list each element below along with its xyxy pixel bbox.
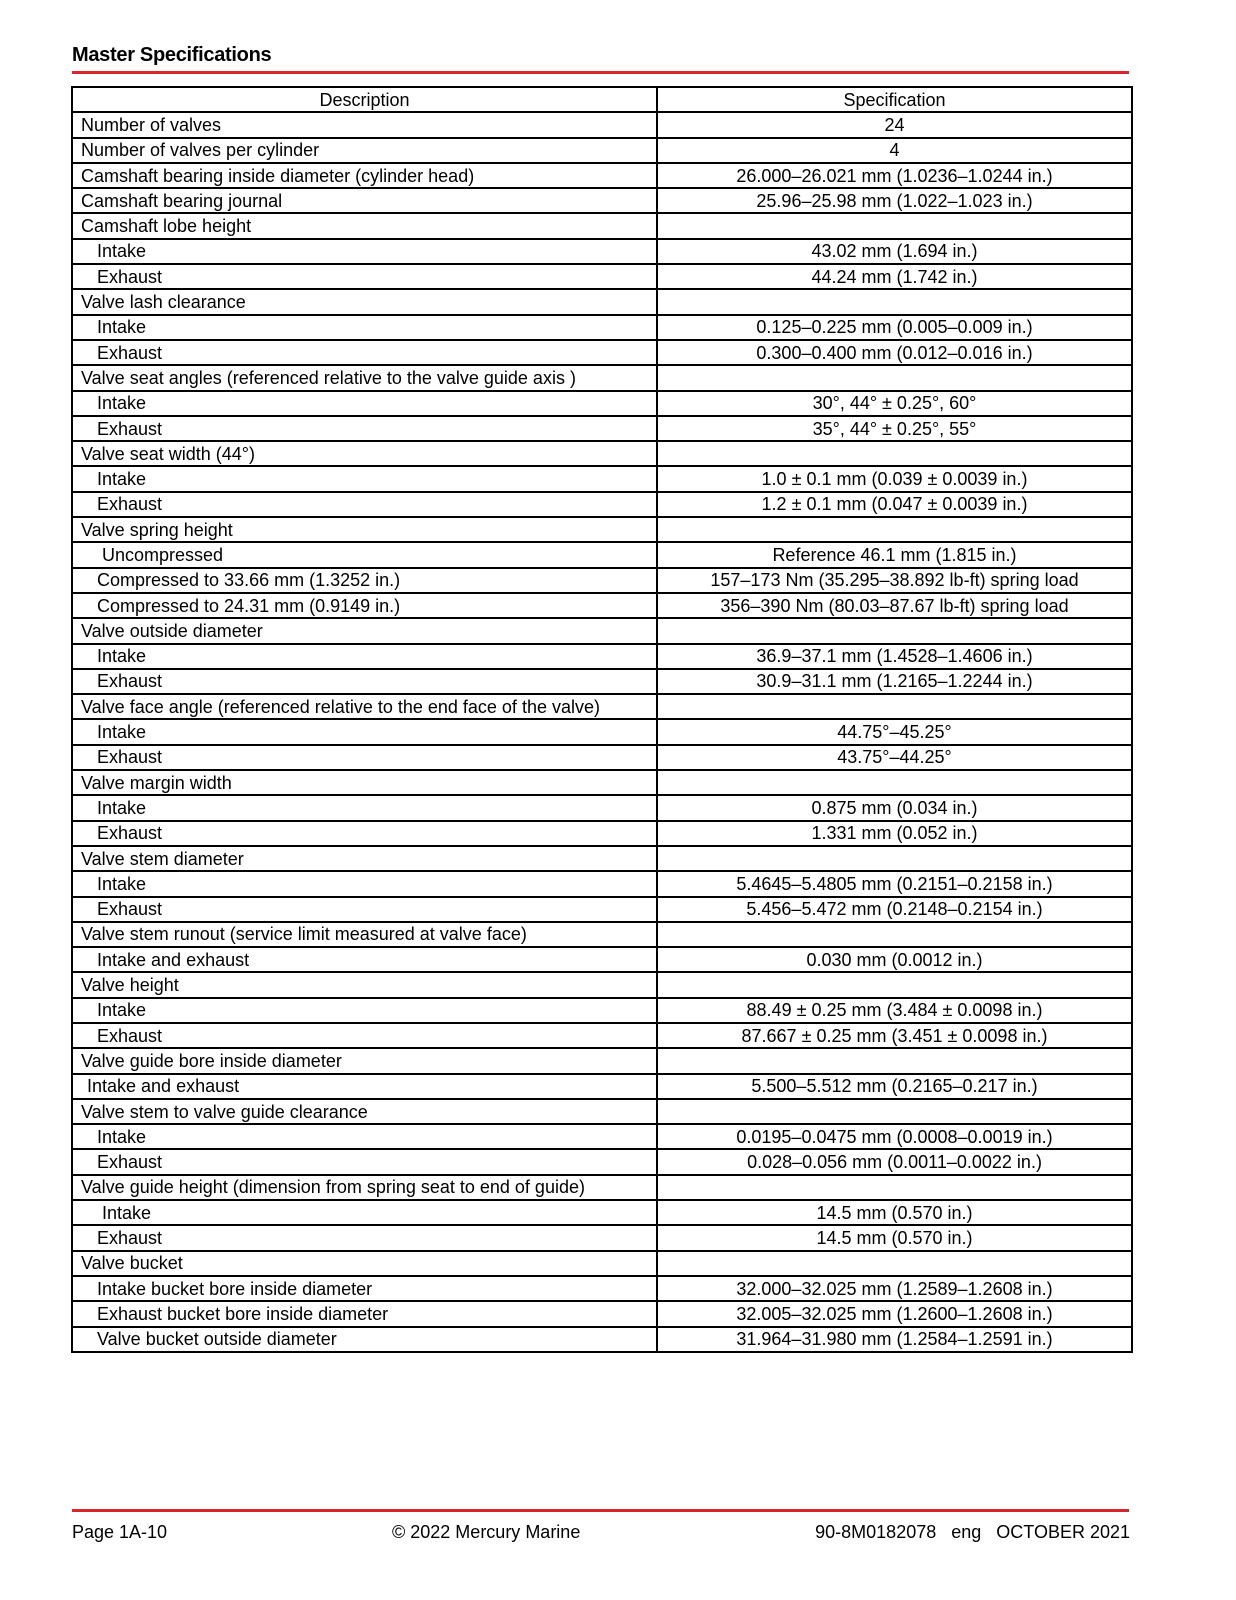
- row-description: Valve bucket: [72, 1251, 657, 1276]
- document-id: 90-8M0182078 eng OCTOBER 2021: [815, 1522, 1130, 1542]
- row-specification: 14.5 mm (0.570 in.): [657, 1200, 1132, 1225]
- row-description: Intake: [72, 1124, 657, 1149]
- row-specification: [657, 846, 1132, 871]
- row-specification: [657, 770, 1132, 795]
- header-rule: [72, 71, 1129, 74]
- column-header-description: Description: [72, 87, 657, 112]
- row-description: Uncompressed: [72, 542, 657, 567]
- row-specification: [657, 441, 1132, 466]
- table-row: [72, 542, 1132, 567]
- table-row: [72, 1074, 1132, 1099]
- table-row: [72, 947, 1132, 972]
- row-specification: 0.028–0.056 mm (0.0011–0.0022 in.): [657, 1149, 1132, 1174]
- row-description: Exhaust: [72, 264, 657, 289]
- row-specification: 87.667 ± 0.25 mm (3.451 ± 0.0098 in.): [657, 1023, 1132, 1048]
- row-specification: 5.500–5.512 mm (0.2165–0.217 in.): [657, 1074, 1132, 1099]
- table-row: [72, 1175, 1132, 1200]
- row-specification: 30°, 44° ± 0.25°, 60°: [657, 391, 1132, 416]
- table-row: [72, 1023, 1132, 1048]
- row-specification: 30.9–31.1 mm (1.2165–1.2244 in.): [657, 669, 1132, 694]
- table-row: [72, 289, 1132, 314]
- row-specification: 14.5 mm (0.570 in.): [657, 1225, 1132, 1250]
- table-row: [72, 466, 1132, 491]
- table-row: [72, 618, 1132, 643]
- footer-rule: [72, 1509, 1129, 1512]
- row-specification: 88.49 ± 0.25 mm (3.484 ± 0.0098 in.): [657, 998, 1132, 1023]
- table-body: [72, 112, 1132, 1352]
- row-description: Valve stem to valve guide clearance: [72, 1099, 657, 1124]
- row-specification: 44.75°–45.25°: [657, 719, 1132, 744]
- row-specification: [657, 289, 1132, 314]
- table-row: [72, 340, 1132, 365]
- row-specification: 0.875 mm (0.034 in.): [657, 795, 1132, 820]
- row-description: Intake: [72, 466, 657, 491]
- table-row: [72, 871, 1132, 896]
- row-description: Valve face angle (referenced relative to the end face of the valve): [72, 694, 657, 719]
- table-row: [72, 669, 1132, 694]
- row-description: Intake: [72, 239, 657, 264]
- row-specification: [657, 213, 1132, 238]
- row-description: Intake: [72, 871, 657, 896]
- table-row: [72, 1251, 1132, 1276]
- row-description: Intake: [72, 719, 657, 744]
- row-specification: 5.456–5.472 mm (0.2148–0.2154 in.): [657, 897, 1132, 922]
- row-specification: 0.125–0.225 mm (0.005–0.009 in.): [657, 315, 1132, 340]
- table-row: [72, 972, 1132, 997]
- row-specification: 0.300–0.400 mm (0.012–0.016 in.): [657, 340, 1132, 365]
- table-row: [72, 922, 1132, 947]
- table-row: [72, 1200, 1132, 1225]
- table-row: [72, 1276, 1132, 1301]
- table-row: [72, 770, 1132, 795]
- row-specification: 32.000–32.025 mm (1.2589–1.2608 in.): [657, 1276, 1132, 1301]
- row-specification: 1.2 ± 0.1 mm (0.047 ± 0.0039 in.): [657, 492, 1132, 517]
- specifications-table: [71, 86, 1133, 1353]
- row-description: Valve stem runout (service limit measured at valve face): [72, 922, 657, 947]
- row-specification: 0.0195–0.0475 mm (0.0008–0.0019 in.): [657, 1124, 1132, 1149]
- table-row: [72, 593, 1132, 618]
- row-specification: 43.75°–44.25°: [657, 745, 1132, 770]
- column-header-specification: Specification: [657, 87, 1132, 112]
- row-description: Valve stem diameter: [72, 846, 657, 871]
- row-specification: [657, 1251, 1132, 1276]
- table-row: [72, 391, 1132, 416]
- table-row: [72, 694, 1132, 719]
- row-specification: 0.030 mm (0.0012 in.): [657, 947, 1132, 972]
- row-description: Exhaust: [72, 1225, 657, 1250]
- row-specification: [657, 694, 1132, 719]
- row-description: Valve margin width: [72, 770, 657, 795]
- row-description: Exhaust: [72, 897, 657, 922]
- row-specification: 32.005–32.025 mm (1.2600–1.2608 in.): [657, 1301, 1132, 1326]
- row-specification: 5.4645–5.4805 mm (0.2151–0.2158 in.): [657, 871, 1132, 896]
- row-specification: [657, 1175, 1132, 1200]
- row-description: Valve spring height: [72, 517, 657, 542]
- table-row: [72, 1124, 1132, 1149]
- row-specification: 157–173 Nm (35.295–38.892 lb-ft) spring load: [657, 568, 1132, 593]
- table-row: [72, 719, 1132, 744]
- table-row: [72, 1149, 1132, 1174]
- row-description: Valve guide height (dimension from spring seat to end of guide): [72, 1175, 657, 1200]
- row-specification: [657, 618, 1132, 643]
- row-description: Exhaust: [72, 416, 657, 441]
- row-specification: 31.964–31.980 mm (1.2584–1.2591 in.): [657, 1327, 1132, 1352]
- table-row: [72, 517, 1132, 542]
- table-header-row: [72, 87, 1132, 112]
- table-row: [72, 821, 1132, 846]
- row-specification: 43.02 mm (1.694 in.): [657, 239, 1132, 264]
- row-specification: Reference 46.1 mm (1.815 in.): [657, 542, 1132, 567]
- table-row: [72, 644, 1132, 669]
- table-row: [72, 365, 1132, 390]
- table-row: [72, 163, 1132, 188]
- table-row: [72, 239, 1132, 264]
- row-description: Exhaust: [72, 821, 657, 846]
- row-description: Exhaust: [72, 1149, 657, 1174]
- row-description: Number of valves: [72, 112, 657, 137]
- row-specification: 1.331 mm (0.052 in.): [657, 821, 1132, 846]
- row-description: Compressed to 24.31 mm (0.9149 in.): [72, 593, 657, 618]
- table-row: [72, 846, 1132, 871]
- table-row: [72, 795, 1132, 820]
- row-description: Valve guide bore inside diameter: [72, 1048, 657, 1073]
- row-description: Exhaust: [72, 340, 657, 365]
- row-description: Intake and exhaust: [72, 947, 657, 972]
- table-row: [72, 416, 1132, 441]
- table-row: [72, 264, 1132, 289]
- table-row: [72, 1327, 1132, 1352]
- row-description: Intake: [72, 998, 657, 1023]
- row-description: Camshaft bearing inside diameter (cylinder head): [72, 163, 657, 188]
- row-description: Exhaust: [72, 745, 657, 770]
- row-specification: 36.9–37.1 mm (1.4528–1.4606 in.): [657, 644, 1132, 669]
- row-specification: 24: [657, 112, 1132, 137]
- row-description: Intake and exhaust: [72, 1074, 657, 1099]
- row-description: Intake bucket bore inside diameter: [72, 1276, 657, 1301]
- row-specification: [657, 517, 1132, 542]
- row-specification: 25.96–25.98 mm (1.022–1.023 in.): [657, 188, 1132, 213]
- row-description: Exhaust: [72, 492, 657, 517]
- row-description: Valve seat width (44°): [72, 441, 657, 466]
- row-description: Intake: [72, 795, 657, 820]
- row-description: Valve bucket outside diameter: [72, 1327, 657, 1352]
- row-description: Valve height: [72, 972, 657, 997]
- table-row: [72, 492, 1132, 517]
- table-row: [72, 112, 1132, 137]
- row-specification: [657, 922, 1132, 947]
- row-description: Valve lash clearance: [72, 289, 657, 314]
- page-title: Master Specifications: [72, 44, 272, 66]
- row-description: Intake: [72, 315, 657, 340]
- row-specification: 1.0 ± 0.1 mm (0.039 ± 0.0039 in.): [657, 466, 1132, 491]
- row-description: Number of valves per cylinder: [72, 138, 657, 163]
- row-description: Exhaust: [72, 1023, 657, 1048]
- row-description: Exhaust bucket bore inside diameter: [72, 1301, 657, 1326]
- table-row: [72, 897, 1132, 922]
- row-specification: [657, 365, 1132, 390]
- row-specification: [657, 972, 1132, 997]
- row-description: Intake: [72, 391, 657, 416]
- table-row: [72, 1301, 1132, 1326]
- row-specification: 356–390 Nm (80.03–87.67 lb-ft) spring load: [657, 593, 1132, 618]
- copyright: © 2022 Mercury Marine: [392, 1522, 581, 1542]
- row-specification: [657, 1048, 1132, 1073]
- table-row: [72, 441, 1132, 466]
- row-specification: 26.000–26.021 mm (1.0236–1.0244 in.): [657, 163, 1132, 188]
- row-description: Valve outside diameter: [72, 618, 657, 643]
- page-number: Page 1A-10: [72, 1522, 168, 1542]
- row-specification: 35°, 44° ± 0.25°, 55°: [657, 416, 1132, 441]
- table-row: [72, 1099, 1132, 1124]
- table-row: [72, 1048, 1132, 1073]
- row-description: Exhaust: [72, 669, 657, 694]
- table-row: [72, 213, 1132, 238]
- row-specification: [657, 1099, 1132, 1124]
- row-description: Compressed to 33.66 mm (1.3252 in.): [72, 568, 657, 593]
- row-description: Intake: [72, 1200, 657, 1225]
- table-row: [72, 568, 1132, 593]
- table-row: [72, 1225, 1132, 1250]
- row-specification: 44.24 mm (1.742 in.): [657, 264, 1132, 289]
- row-description: Valve seat angles (referenced relative to the valve guide axis ): [72, 365, 657, 390]
- table-row: [72, 745, 1132, 770]
- row-specification: 4: [657, 138, 1132, 163]
- table-row: [72, 315, 1132, 340]
- row-description: Camshaft lobe height: [72, 213, 657, 238]
- row-description: Intake: [72, 644, 657, 669]
- table-row: [72, 138, 1132, 163]
- table-row: [72, 188, 1132, 213]
- row-description: Camshaft bearing journal: [72, 188, 657, 213]
- table-row: [72, 998, 1132, 1023]
